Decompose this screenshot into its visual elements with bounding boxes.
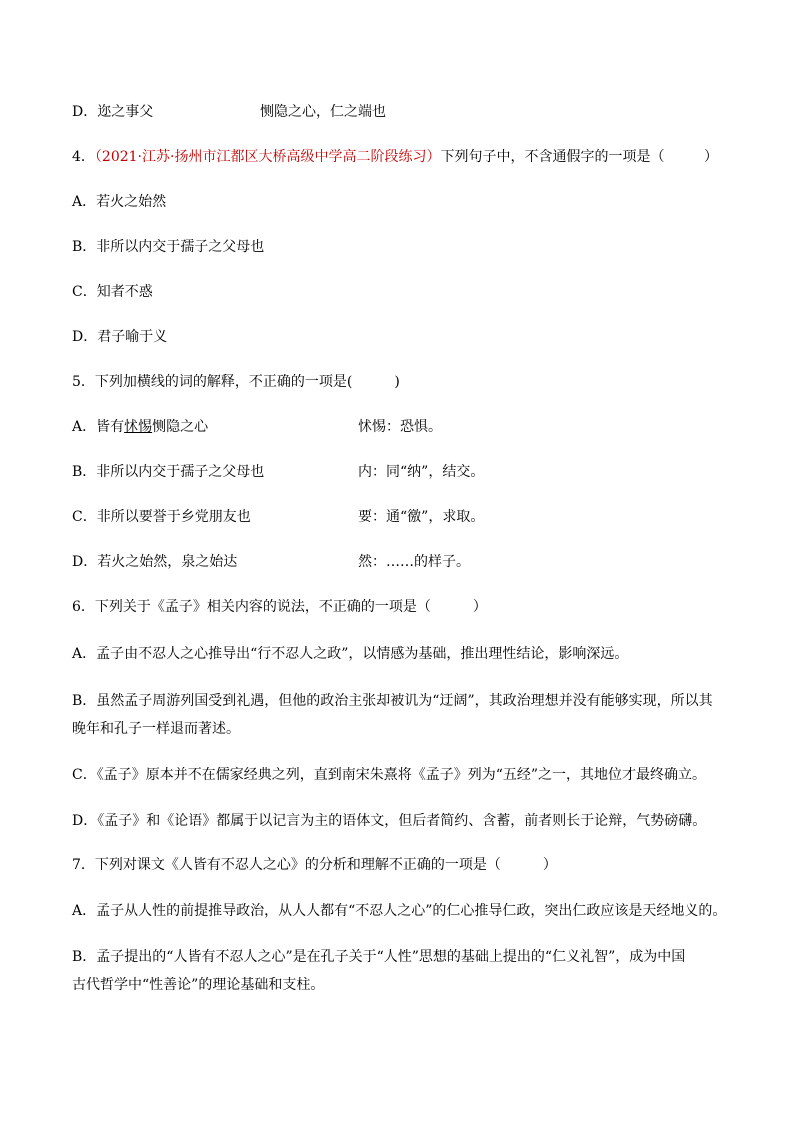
q3-option-d-answer: 恻隐之心，仁之端也: [260, 104, 386, 120]
q5-option-a-explain: 怵惕：恐惧。: [358, 419, 442, 435]
q4-option-a: A．若火之始然: [72, 194, 167, 210]
q5-option-b-explain: 内：同“纳”，结交。: [358, 464, 485, 480]
q5-option-c-explain: 要：通“徼”，求取。: [358, 509, 485, 525]
q5-option-a-underlined: 怵惕: [124, 419, 153, 435]
q5-option-b-text: B．非所以内交于孺子之父母也: [72, 464, 265, 480]
q5-option-c-text: C．非所以要誉于乡党朋友也: [72, 509, 251, 525]
q6-option-b-line2: 晚年和孔子一样退而著述。: [72, 721, 240, 737]
q4-option-d: D．君子喻于义: [72, 329, 168, 345]
q5-option-c: [72, 509, 485, 525]
q7-stem: 7．下列对课文《人皆有不忍人之心》的分析和理解不正确的一项是（ ）: [72, 857, 557, 873]
q4-number: 4．: [72, 149, 95, 165]
q6-option-b-line1: B．虽然孟子周游列国受到礼遇，但他的政治主张却被讥为“迂阔”，其政治理想并没有能够实现，所以其: [72, 693, 713, 709]
q4-stem-text: 下列句子中，不含通假字的一项是（: [440, 149, 665, 165]
q7-option-a: A．孟子从人性的前提推导政治，从人人都有“不忍人之心”的仁心推导仁政，突出仁政应该是天经地义的。: [72, 903, 727, 919]
q6-option-d: D．《孟子》和《论语》都属于以记言为主的语体文，但后者简约、含蓄，前者则长于论辩，气势磅礴。: [72, 813, 707, 829]
q5-option-a-prefix: A．皆有: [72, 419, 125, 435]
q4-option-c: C．知者不惑: [72, 284, 153, 300]
q4-stem-close: ）: [704, 149, 718, 165]
q6-option-a: A．孟子由不忍人之心推导出“行不忍人之政”，以情感为基础，推出理性结论，影响深远。: [72, 646, 629, 662]
q7-option-b-line2: 古代哲学中“性善论”的理论基础和支柱。: [72, 977, 325, 993]
q4-option-b: B．非所以内交于孺子之父母也: [72, 239, 265, 255]
q5-option-a-suffix: 恻隐之心: [152, 419, 209, 435]
q3-option-d-text: D．迩之事父: [72, 104, 154, 120]
q5-option-a: [72, 419, 442, 435]
q5-stem: 5．下列加横线的词的解释，不正确的一项是( ): [72, 374, 400, 390]
q7-option-b-line1: B．孟子提出的“人皆有不忍人之心”是在孔子关于“人性”思想的基础上提出的“仁义礼智”，成为中国: [72, 949, 686, 965]
q4-source: （2021·江苏·扬州市江都区大桥高级中学高二阶段练习）: [94, 149, 441, 165]
q5-option-b: [72, 464, 485, 480]
q4-stem: [72, 149, 718, 165]
q5-option-d-text: D．若火之始然，泉之始达: [72, 554, 238, 570]
q5-option-d-explain: 然：……的样子。: [358, 554, 470, 570]
q6-stem: 6．下列关于《孟子》相关内容的说法，不正确的一项是（ ）: [72, 599, 487, 615]
q3-option-d: [72, 104, 386, 120]
q5-option-d: [72, 554, 470, 570]
q6-option-c: C．《孟子》原本并不在儒家经典之列，直到南宋朱熹将《孟子》列为“五经”之一，其地位才最终确立。: [72, 767, 707, 783]
